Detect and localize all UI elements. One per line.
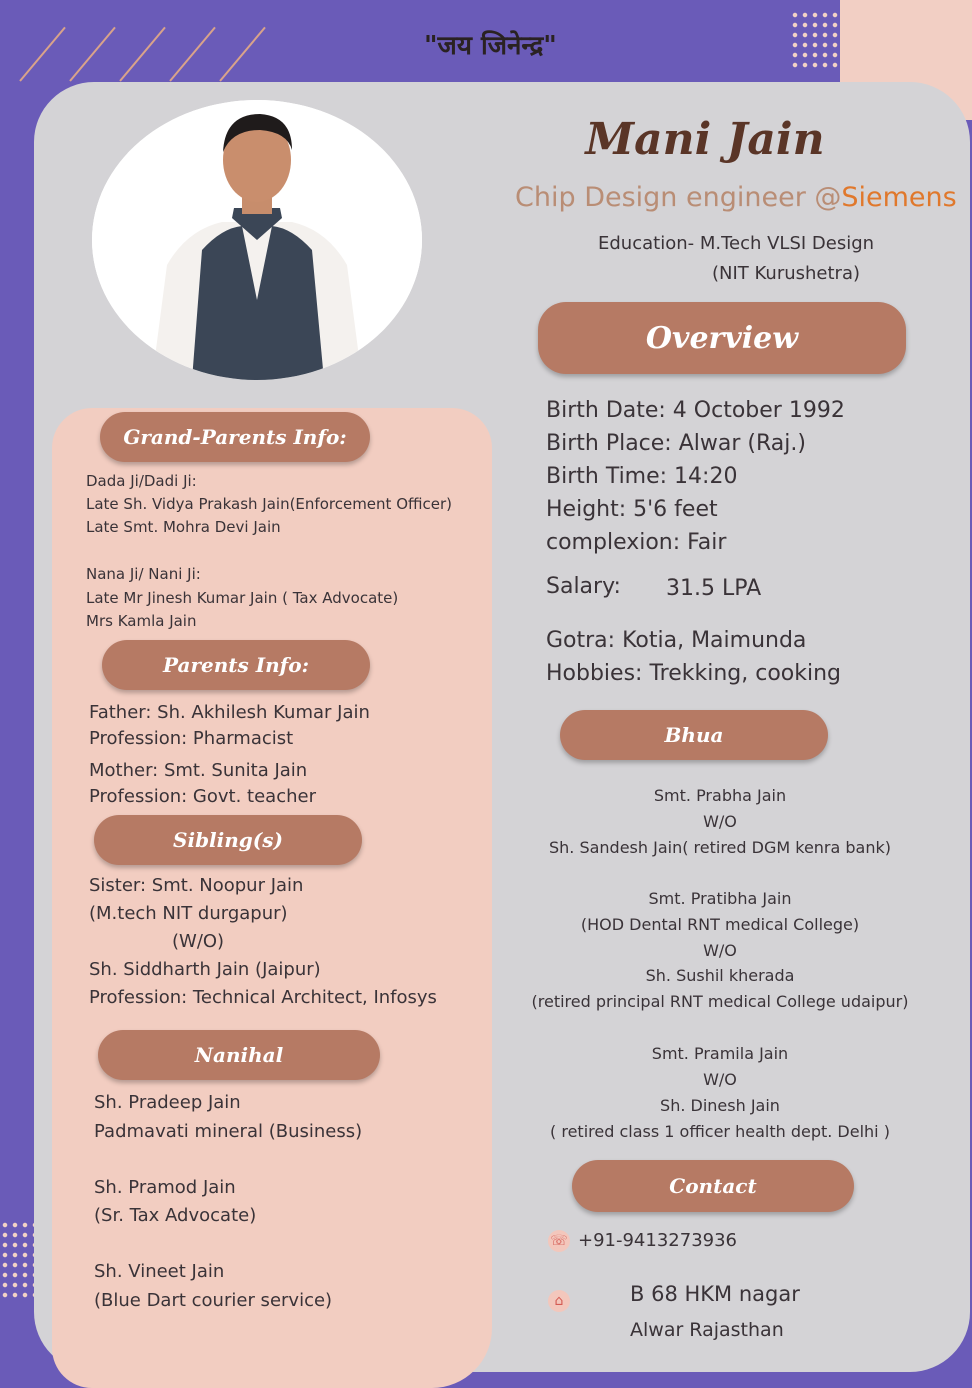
father-profession: Profession: Pharmacist [89, 728, 294, 749]
person-avatar-icon [92, 100, 422, 380]
overview-heading: Overview [538, 302, 906, 374]
decorative-stripe [169, 27, 216, 82]
profile-photo [92, 100, 422, 380]
company-name: Siemens [841, 182, 957, 213]
salary-label: Salary: [546, 574, 621, 599]
bhua3-husband-detail: ( retired class 1 officer health dept. Delhi ) [550, 1122, 890, 1141]
complexion: complexion: Fair [546, 530, 727, 555]
education-line1: Education- M.Tech VLSI Design [598, 233, 875, 254]
brother-in-law-profession: Profession: Technical Architect, Infosys [89, 987, 437, 1008]
parents-heading: Parents Info: [102, 640, 370, 690]
bhua1-wo: W/O [703, 812, 737, 831]
nani-name: Mrs Kamla Jain [86, 612, 197, 630]
bhua3-name: Smt. Pramila Jain [651, 1044, 789, 1063]
brother-in-law-name: Sh. Siddharth Jain (Jaipur) [89, 959, 321, 980]
sister-name: Sister: Smt. Noopur Jain [89, 875, 304, 896]
decorative-dots [0, 1220, 36, 1300]
home-icon: ⌂ [548, 1290, 570, 1312]
contact-heading: Contact [572, 1160, 854, 1212]
bhua3-husband: Sh. Dinesh Jain [660, 1096, 780, 1115]
bhua2-wo: W/O [703, 941, 737, 960]
birth-date: Birth Date: 4 October 1992 [546, 398, 845, 423]
nana-name: Late Mr Jinesh Kumar Jain ( Tax Advocate) [86, 589, 399, 607]
dada-name: Late Sh. Vidya Prakash Jain(Enforcement Officer) [86, 495, 452, 513]
dadi-name: Late Smt. Mohra Devi Jain [86, 518, 281, 536]
uncle3-detail: (Blue Dart courier service) [94, 1290, 333, 1311]
bhua2-husband: Sh. Sushil kherada [645, 966, 795, 985]
decorative-dots [790, 10, 838, 70]
grandparents-heading: Grand-Parents Info: [100, 412, 370, 462]
decorative-stripe [219, 27, 266, 82]
birth-time: Birth Time: 14:20 [546, 464, 738, 489]
bhua2-husband-detail: (retired principal RNT medical College udaipur) [531, 992, 909, 1011]
bhua2-detail: (HOD Dental RNT medical College) [580, 915, 860, 934]
family-panel [52, 408, 492, 1388]
siblings-heading: Sibling(s) [94, 815, 362, 865]
birth-place: Birth Place: Alwar (Raj.) [546, 431, 806, 456]
bhua2-name: Smt. Pratibha Jain [648, 889, 792, 908]
decorative-stripe [119, 27, 166, 82]
job-role: Chip Design engineer @ [515, 182, 842, 213]
nanihal-heading: Nanihal [98, 1030, 380, 1080]
uncle2-name: Sh. Pramod Jain [94, 1177, 236, 1198]
father-name: Father: Sh. Akhilesh Kumar Jain [89, 702, 370, 723]
uncle1-detail: Padmavati mineral (Business) [94, 1121, 363, 1142]
nana-label: Nana Ji/ Nani Ji: [86, 565, 201, 583]
bhua1-name: Smt. Prabha Jain [653, 786, 787, 805]
bhua-heading: Bhua [560, 710, 828, 760]
sister-education: (M.tech NIT durgapur) [89, 903, 288, 924]
dada-label: Dada Ji/Dadi Ji: [86, 472, 197, 490]
address-line1: B 68 HKM nagar [630, 1282, 800, 1306]
phone-number[interactable]: +91-9413273936 [578, 1230, 738, 1251]
address-line2: Alwar Rajasthan [630, 1319, 784, 1341]
bhua3-wo: W/O [703, 1070, 737, 1089]
mother-name: Mother: Smt. Sunita Jain [89, 760, 308, 781]
uncle2-detail: (Sr. Tax Advocate) [94, 1205, 257, 1226]
height: Height: 5'6 feet [546, 497, 718, 522]
gotra: Gotra: Kotia, Maimunda [546, 628, 807, 653]
uncle1-name: Sh. Pradeep Jain [94, 1092, 241, 1113]
greeting: "जय जिनेन्द्र" [424, 31, 557, 61]
salary-value: 31.5 LPA [666, 576, 762, 601]
decorative-stripe [19, 27, 66, 82]
hobbies: Hobbies: Trekking, cooking [546, 661, 842, 686]
sister-wo: (W/O) [172, 931, 225, 952]
uncle3-name: Sh. Vineet Jain [94, 1261, 225, 1282]
bhua1-husband: Sh. Sandesh Jain( retired DGM kenra bank) [548, 838, 892, 857]
job-title [515, 182, 957, 213]
education-line2: (NIT Kurushetra) [712, 263, 861, 284]
decorative-stripe [69, 27, 116, 82]
phone-icon: ☏ [548, 1230, 570, 1252]
mother-profession: Profession: Govt. teacher [89, 786, 316, 807]
person-name: Mani Jain [585, 114, 825, 165]
